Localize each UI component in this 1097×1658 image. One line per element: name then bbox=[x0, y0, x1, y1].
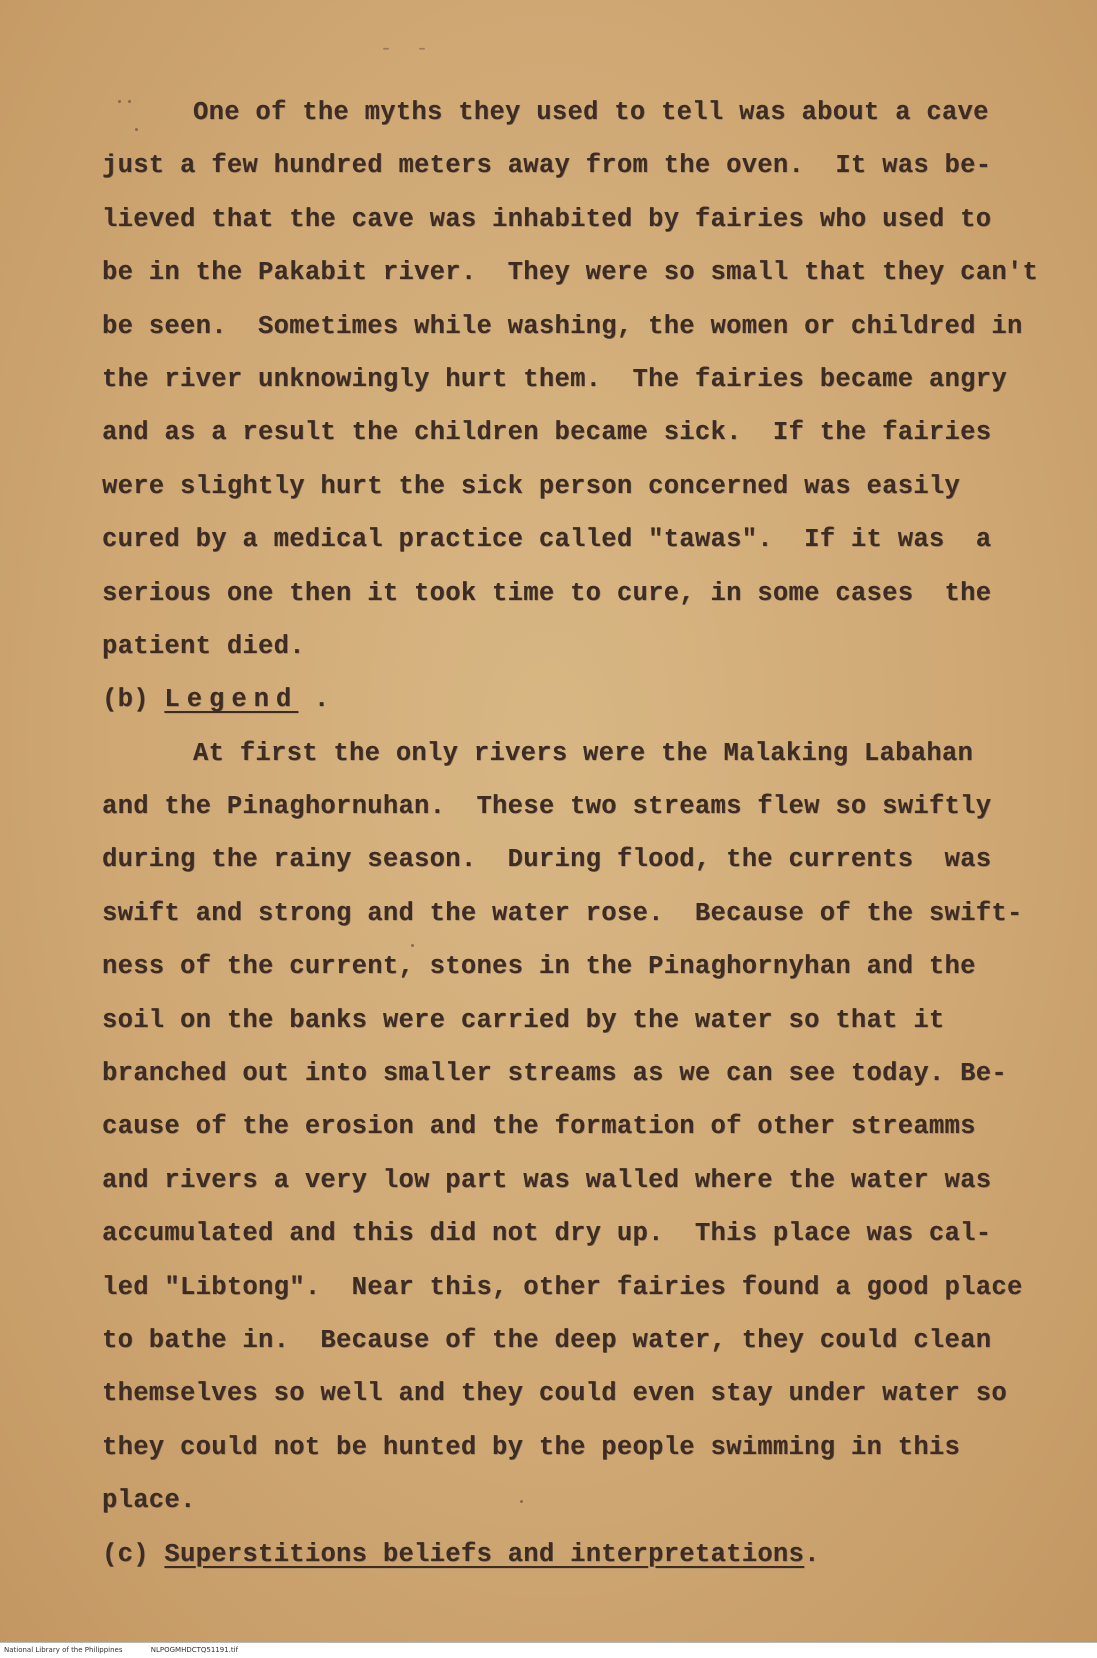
ink-speck bbox=[411, 944, 414, 947]
text-line: were slightly hurt the sick person concerned was easily bbox=[102, 471, 961, 501]
text-line: led "Libtong". Near this, other fairies found a good place bbox=[102, 1272, 1023, 1302]
text-line: place. bbox=[102, 1486, 196, 1516]
text-line: just a few hundred meters away from the oven. It was be- bbox=[102, 151, 992, 181]
ink-speck bbox=[118, 100, 121, 103]
text-line: soil on the banks were carried by the water so that it bbox=[102, 1005, 945, 1035]
footer-file-id: NLPOGMHDCTQ51191.tif bbox=[150, 1646, 239, 1654]
archive-footer bbox=[0, 1642, 1097, 1658]
ink-speck bbox=[135, 128, 138, 131]
text-line: they could not be hunted by the people swimming in this bbox=[102, 1432, 961, 1462]
section-period: . bbox=[804, 1539, 820, 1569]
text-line: themselves so well and they could even stay under water so bbox=[102, 1379, 1007, 1409]
typewritten-text bbox=[102, 86, 1042, 1581]
section-title: Legend bbox=[164, 685, 299, 715]
text-line: cured by a medical practice called "tawas". If it was a bbox=[102, 525, 992, 555]
ink-speck bbox=[128, 100, 131, 103]
footer-library: National Library of the Philippines bbox=[4, 1646, 123, 1654]
text-line: One of the myths they used to tell was about a cave bbox=[193, 98, 989, 127]
page-mark: - - bbox=[380, 38, 435, 61]
section-period: . bbox=[313, 685, 330, 715]
text-line: to bathe in. Because of the deep water, they could clean bbox=[102, 1325, 992, 1355]
text-line: accumulated and this did not dry up. This place was cal- bbox=[102, 1219, 992, 1249]
text-line: ness of the current, stones in the Pinaghornyhan and the bbox=[102, 952, 976, 982]
text-line: and rivers a very low part was walled where the water was bbox=[102, 1165, 992, 1195]
text-line: and as a result the children became sick. If the fairies bbox=[102, 418, 992, 448]
section-heading-legend bbox=[102, 673, 1042, 726]
section-title: Superstitions beliefs and interpretations bbox=[164, 1539, 805, 1569]
section-label: (c) bbox=[102, 1539, 149, 1569]
section-heading-superstitions bbox=[102, 1528, 1042, 1581]
text-line: swift and strong and the water rose. Because of the swift- bbox=[102, 898, 1023, 928]
text-line: cause of the erosion and the formation of other streamms bbox=[102, 1112, 976, 1142]
text-line: patient died. bbox=[102, 631, 305, 661]
text-line: be seen. Sometimes while washing, the women or childred in bbox=[102, 311, 1023, 341]
text-line: and the Pinaghornuhan. These two streams flew so swiftly bbox=[102, 792, 992, 822]
text-line: serious one then it took time to cure, in some cases the bbox=[102, 578, 992, 608]
section-label: (b) bbox=[102, 685, 149, 715]
text-line: lieved that the cave was inhabited by fairies who used to bbox=[102, 204, 992, 234]
text-line: be in the Pakabit river. They were so small that they can't bbox=[102, 258, 1039, 288]
ink-speck bbox=[520, 1500, 523, 1503]
text-line: the river unknowingly hurt them. The fairies became angry bbox=[102, 364, 1007, 394]
text-line: during the rainy season. During flood, the currents was bbox=[102, 845, 992, 875]
text-line: At first the only rivers were the Malaking Labahan bbox=[193, 738, 974, 768]
text-line: branched out into smaller streams as we can see today. Be- bbox=[102, 1059, 1007, 1089]
